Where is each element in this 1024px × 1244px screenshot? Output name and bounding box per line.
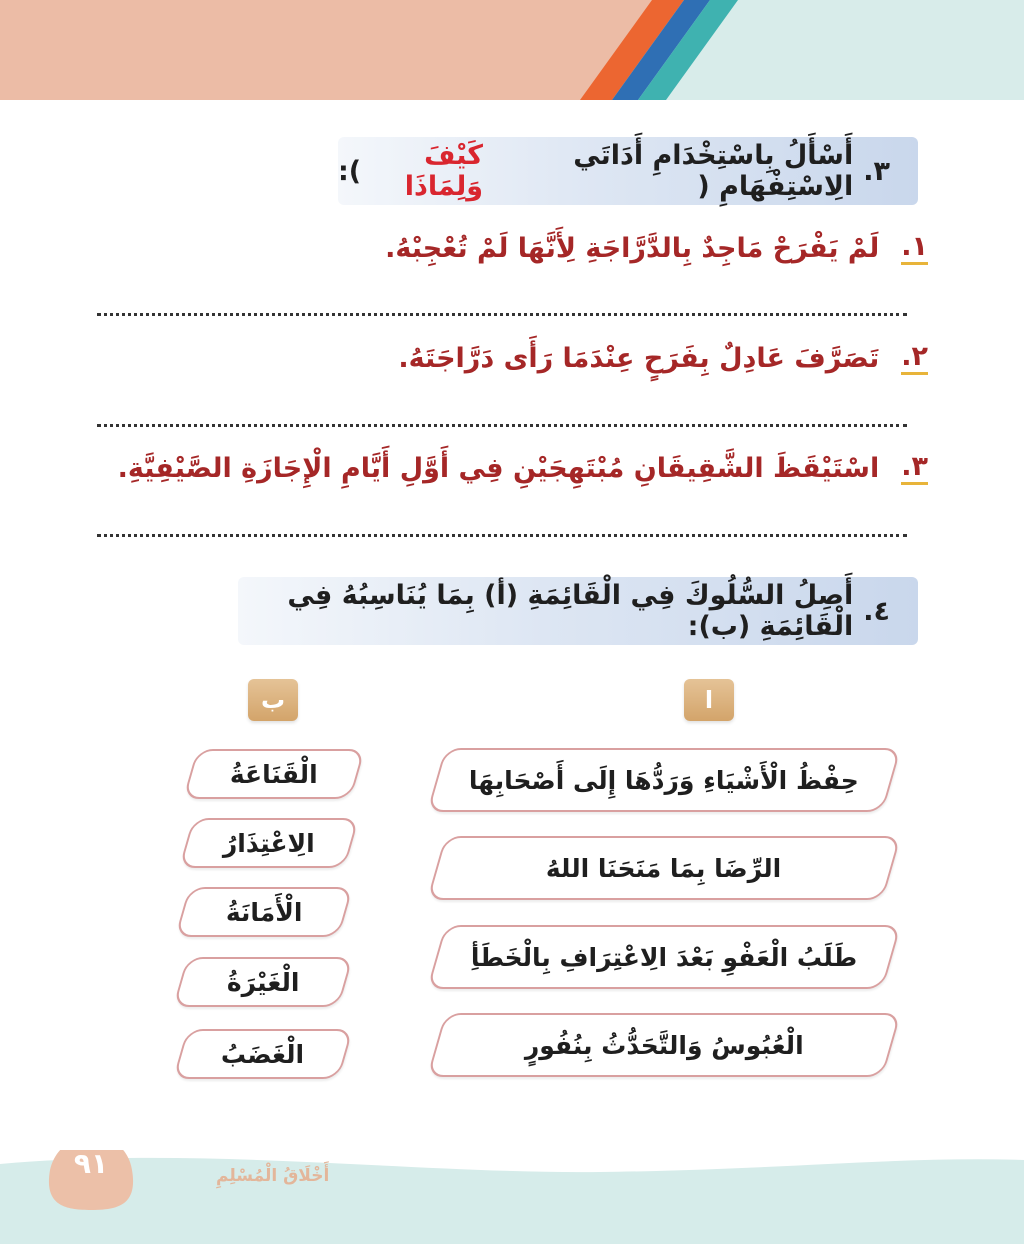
column-b-item-4-text: الْغَيْرَةُ	[226, 967, 300, 997]
book-title: أَخْلَاقُ الْمُسْلِمِ	[216, 1166, 330, 1186]
sentence-2-number: ٢.	[901, 342, 928, 375]
question-3-number: ٣.	[863, 155, 890, 187]
column-b-label: ب	[248, 679, 298, 721]
column-b-item-4[interactable]	[173, 957, 353, 1007]
column-b-item-3[interactable]	[175, 887, 353, 937]
column-b-item-1-text: الْقَنَاعَةُ	[230, 759, 318, 789]
sentence-3-text: اسْتَيْقَظَ الشَّقِيقَانِ مُبْتَهِجَيْنِ فِي أَوَّلِ أَيَّامِ الْإِجَازَةِ الصَّيْفِيَّةِ.	[117, 452, 880, 484]
question-3-header	[338, 137, 918, 205]
answer-line-3[interactable]	[97, 534, 907, 537]
sentence-3	[118, 452, 928, 485]
footer-band	[0, 1150, 1024, 1244]
answer-line-2[interactable]	[97, 424, 907, 427]
top-decorative-band	[0, 0, 1024, 100]
sentence-3-number: ٣.	[901, 452, 928, 485]
column-a-item-1[interactable]	[427, 748, 901, 812]
sentence-1	[385, 232, 928, 265]
sentence-1-text: لَمْ يَفْرَحْ مَاجِدٌ بِالدَّرَّاجَةِ لِأَنَّهَا لَمْ تُعْجِبْهُ.	[385, 232, 880, 264]
sentence-1-number: ١.	[901, 232, 928, 265]
column-b-item-5-text: الْغَضَبُ	[221, 1039, 305, 1069]
sentence-2-text: تَصَرَّفَ عَادِلٌ بِفَرَحٍ عِنْدَمَا رَأَى دَرَّاجَتَهُ.	[398, 342, 880, 374]
column-a-item-4[interactable]	[427, 1013, 901, 1077]
answer-line-1[interactable]	[97, 313, 907, 316]
sentence-2	[398, 342, 928, 375]
column-b-item-3-text: الْأَمَانَةُ	[225, 897, 303, 927]
column-a-item-2-text: الرِّضَا بِمَا مَنَحَنَا اللهُ	[546, 853, 782, 883]
question-4-number: ٤.	[863, 595, 890, 627]
question-3-keywords: كَيْفَ وَلِمَاذَا	[404, 140, 484, 202]
column-a-label: ا	[684, 679, 734, 721]
footer-band-graphic	[0, 1150, 1024, 1244]
footer-wave	[0, 1158, 1024, 1244]
column-a-item-1-text: حِفْظُ الْأَشْيَاءِ وَرَدُّهَا إِلَى أَصْحَابِهَا	[469, 765, 859, 795]
question-4-prompt: أَصِلُ السُّلُوكَ فِي الْقَائِمَةِ (أ) بِمَا يُنَاسِبُهُ فِي الْقَائِمَةِ (ب):	[287, 580, 854, 642]
column-a-item-3[interactable]	[427, 925, 901, 989]
column-b-item-2-text: الِاعْتِذَارُ	[223, 828, 315, 858]
column-b-item-5[interactable]	[173, 1029, 353, 1079]
question-3-prompt-end: ):	[338, 155, 362, 187]
column-a-item-4-text: الْعُبُوسُ وَالتَّحَدُّثُ بِنُفُورٍ	[524, 1030, 804, 1060]
top-band-graphic	[0, 0, 1024, 100]
question-3-prompt: أَسْأَلُ بِاسْتِخْدَامِ أَدَاتَي الِاسْتِفْهَامِ (	[573, 140, 854, 202]
question-4-header	[238, 577, 918, 645]
column-a-item-2[interactable]	[427, 836, 901, 900]
column-b-item-1[interactable]	[183, 749, 365, 799]
column-a-item-3-text: طَلَبُ الْعَفْوِ بَعْدَ الِاعْتِرَافِ بِالْخَطَأِ	[470, 942, 858, 972]
page-number: ٩١	[73, 1146, 109, 1180]
column-b-item-2[interactable]	[179, 818, 359, 868]
